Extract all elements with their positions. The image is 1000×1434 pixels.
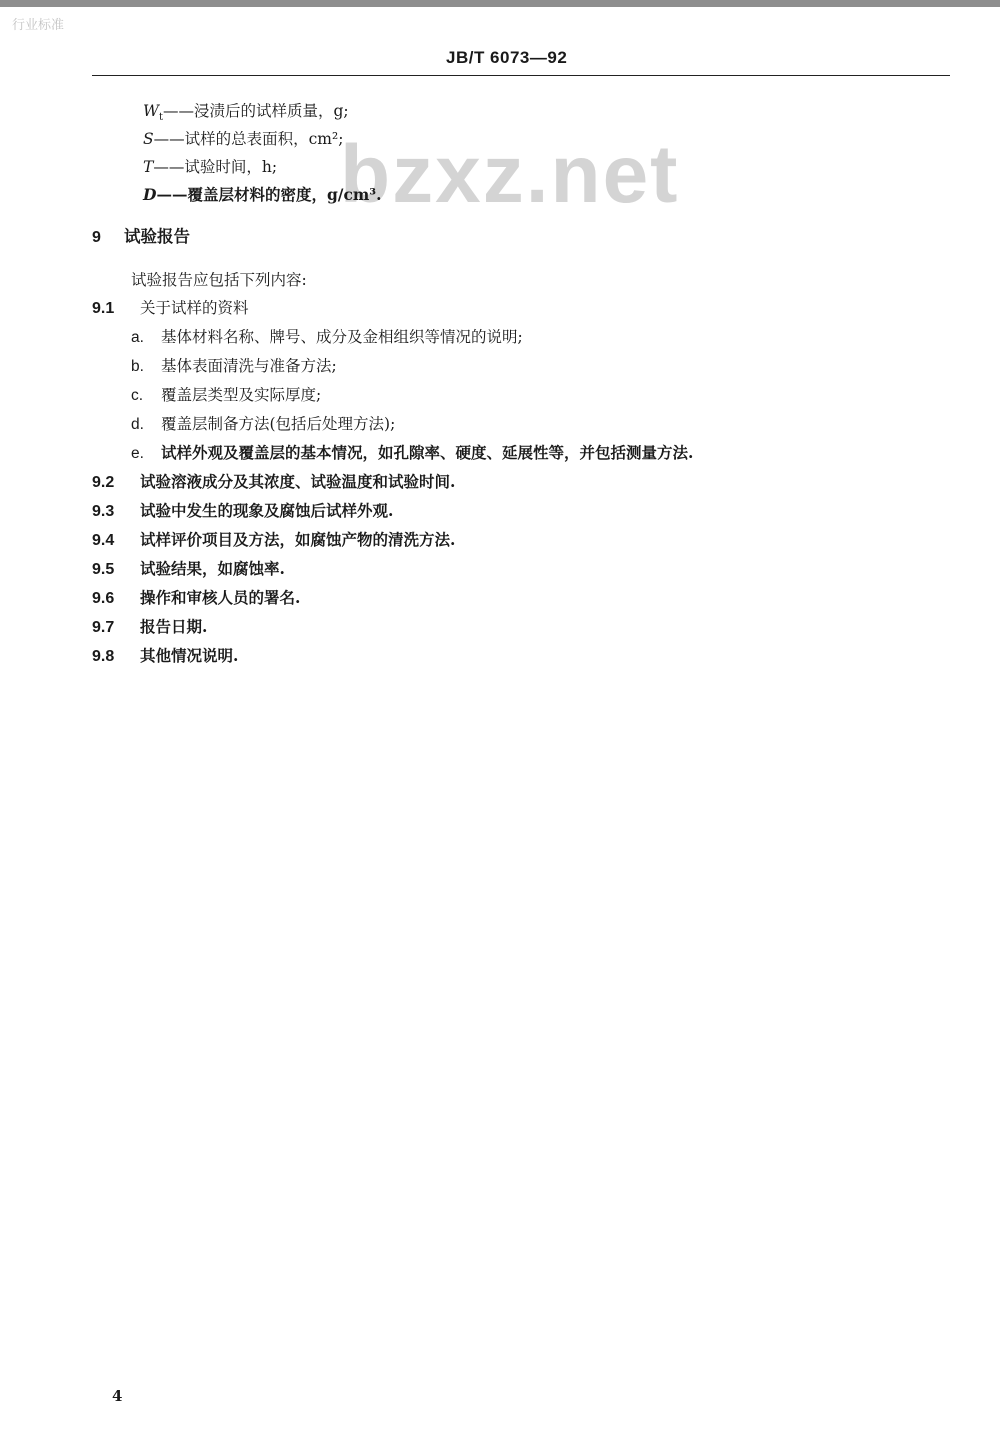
definition-d: D——覆盖层材料的密度，g/cm³. — [143, 185, 382, 204]
clause-9-7: 9.7 报告日期. — [92, 617, 208, 636]
section-heading: 9 试验报告 — [92, 227, 190, 246]
standard-number: JB/T 6073—92 — [446, 48, 568, 67]
definition-s: S——试样的总表面积，cm²; — [143, 130, 344, 148]
list-item-e: e. 试样外观及覆盖层的基本情况，如孔隙率、硬度、延展性等，并包括测量方法. — [131, 443, 694, 462]
section-intro: 试验报告应包括下列内容: — [131, 271, 307, 289]
clause-9-2: 9.2 试验溶液成分及其浓度、试验温度和试验时间. — [92, 472, 456, 491]
header-rule — [92, 75, 950, 76]
clause-9-8: 9.8 其他情况说明. — [92, 646, 239, 665]
clause-9-6: 9.6 操作和审核人员的署名. — [92, 588, 301, 607]
clause-9-5: 9.5 试验结果，如腐蚀率. — [92, 559, 285, 578]
definition-w: $W_t——$浸渍后的试样质量，g; — [143, 102, 349, 124]
list-item-a: a. 基体材料名称、牌号、成分及金相组织等情况的说明; — [131, 328, 523, 346]
clause-9-3: 9.3 试验中发生的现象及腐蚀后试样外观. — [92, 501, 394, 520]
watermark: bzxz.net — [340, 129, 680, 220]
clause-9-1: 9.1 关于试样的资料 — [92, 299, 249, 317]
clause-9-4: 9.4 试样评价项目及方法，如腐蚀产物的清洗方法. — [92, 530, 456, 549]
list-item-b: b. 基体表面清洗与准备方法; — [131, 357, 337, 375]
corner-label: 行业标准 — [12, 18, 65, 33]
top-border-bar — [0, 0, 1000, 7]
page-number: 4 — [112, 1387, 123, 1405]
definition-t: T——试验时间，h; — [143, 158, 278, 176]
list-item-d: d. 覆盖层制备方法(包括后处理方法); — [131, 415, 396, 433]
list-item-c: c. 覆盖层类型及实际厚度; — [131, 386, 322, 404]
